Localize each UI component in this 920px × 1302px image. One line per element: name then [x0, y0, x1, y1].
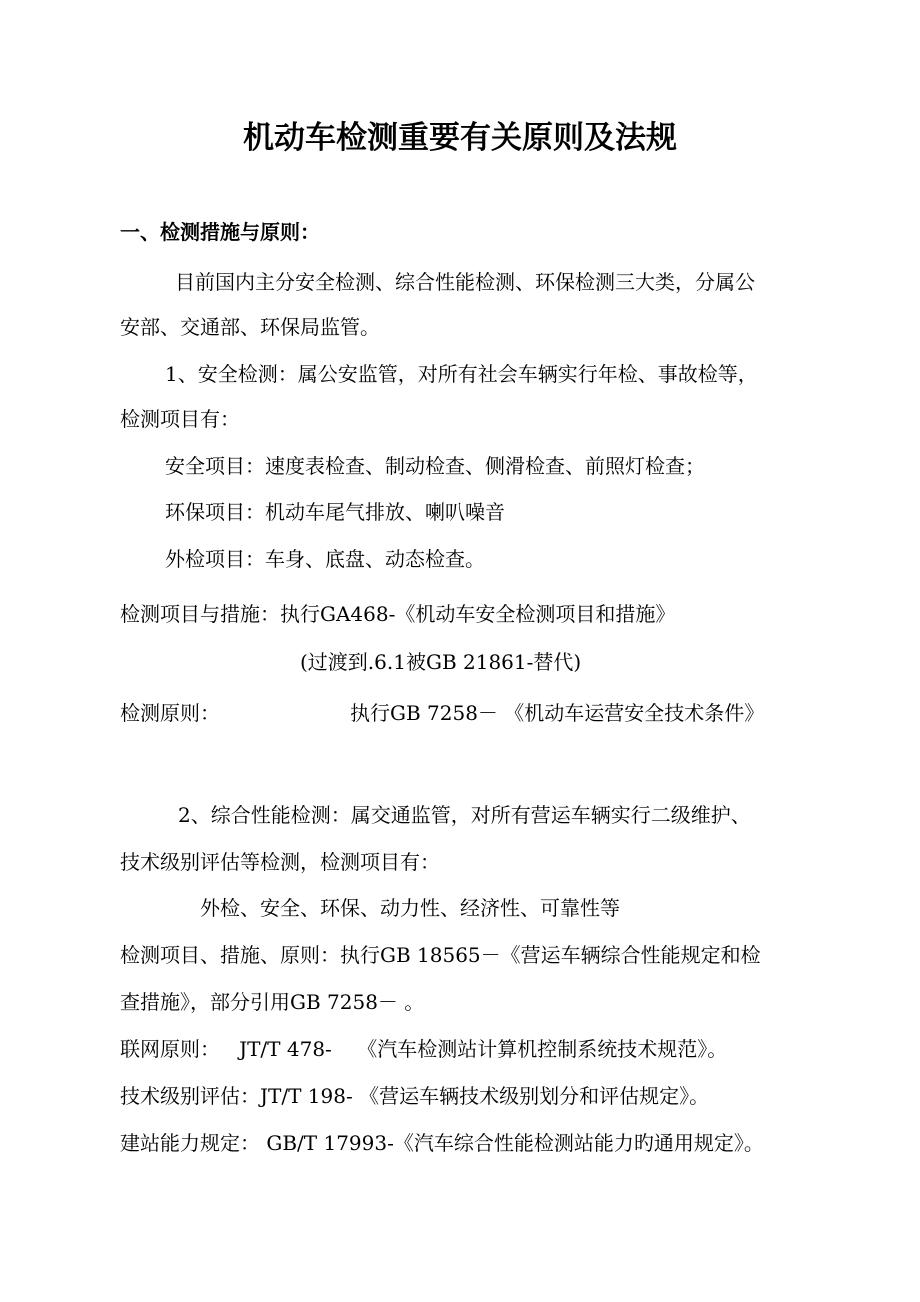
document-title: 机动车检测重要有关原则及法规 [243, 120, 677, 156]
principle-label: 检测原则： [120, 701, 220, 725]
grading-standard: 技术级别评估：JT/T 198- 《营运车辆技术级别划分和评估规定》。 [120, 1084, 710, 1108]
section-heading: 一、检测措施与原则： [120, 220, 320, 244]
env-items: 环保项目：机动车尾气排放、喇叭噪音 [165, 500, 505, 524]
measures-line: 检测项目与措施：执行GA468-《机动车安全检测项目和措施》 [120, 602, 676, 626]
external-items: 外检项目：车身、底盘、动态检查。 [165, 547, 485, 571]
network-standard: 联网原则： JT/T 478- 《汽车检测站计算机控制系统技术规范》。 [120, 1037, 728, 1061]
safety-items: 安全项目：速度表检查、制动检查、侧滑检查、前照灯检查； [165, 454, 705, 478]
paragraph-line: 技术级别评估等检测，检测项目有： [120, 850, 440, 874]
item2-items: 外检、安全、环保、动力性、经济性、可靠性等 [200, 896, 620, 920]
paragraph-line: 检测项目、措施、原则：执行GB 18565－《营运车辆综合性能规定和检 [120, 943, 761, 967]
paragraph-line: 1、安全检测：属公安监管，对所有社会车辆实行年检、事故检等， [165, 362, 758, 386]
principle-value: 执行GB 7258－ 《机动车运营安全技术条件》 [350, 701, 765, 725]
paragraph-line: 查措施》，部分引用GB 7258－ 。 [120, 990, 425, 1014]
paragraph-line: 安部、交通部、环保局监管。 [120, 315, 380, 339]
paragraph-line: 目前国内主分安全检测、综合性能检测、环保检测三大类，分属公 [175, 270, 755, 294]
measures-note: (过渡到.6.1被GB 21861-替代) [300, 650, 582, 674]
paragraph-line: 检测项目有： [120, 407, 240, 431]
station-standard: 建站能力规定： GB/T 17993-《汽车综合性能检测站能力旳通用规定》。 [120, 1131, 764, 1155]
paragraph-line: 2、综合性能检测：属交通监管，对所有营运车辆实行二级维护、 [178, 803, 751, 827]
